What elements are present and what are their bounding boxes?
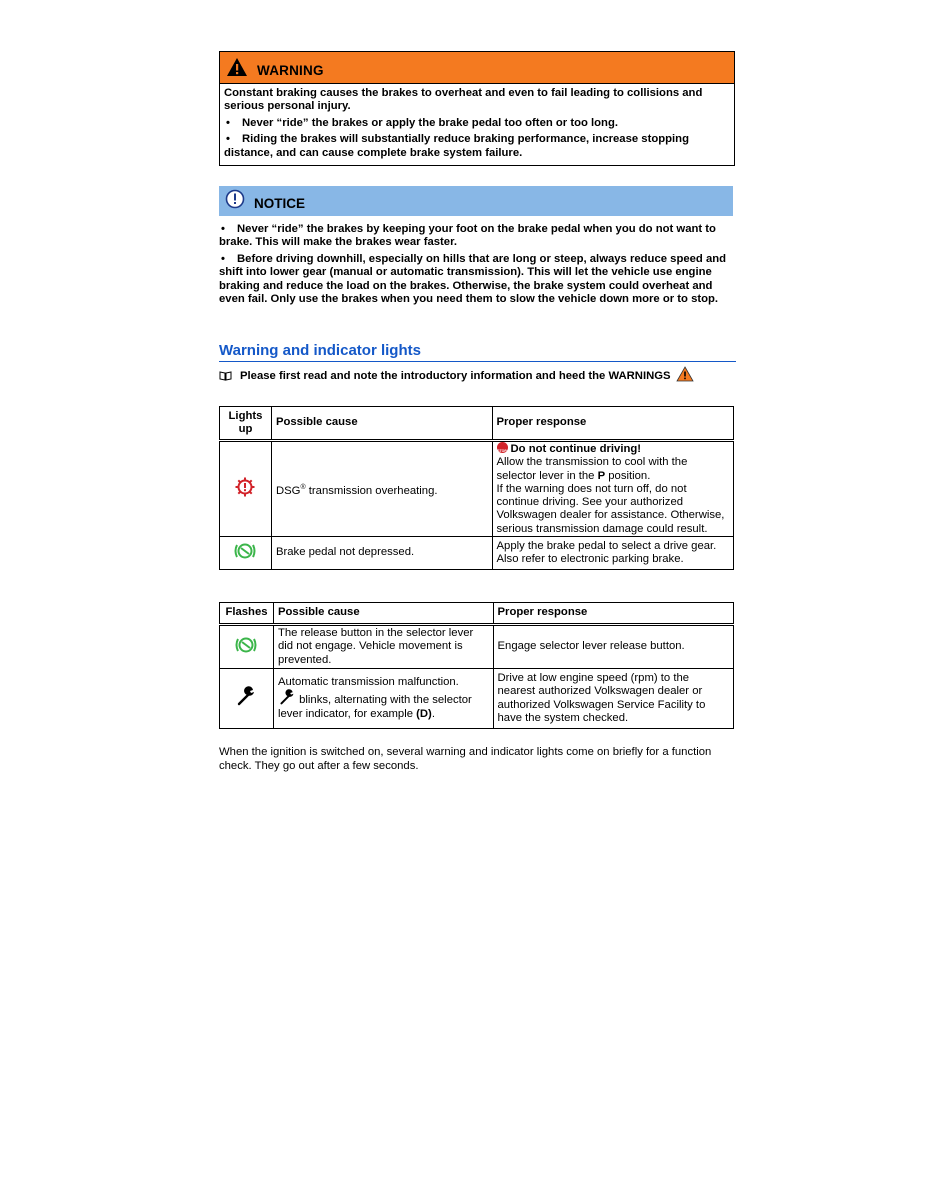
notice-body	[219, 223, 735, 309]
book-icon	[219, 371, 232, 381]
notice-exclamation-icon	[225, 189, 245, 209]
wrench-icon	[236, 686, 256, 706]
cause-cell: The release button in the selector lever did not engage. Vehicle movement is prevented.	[273, 625, 493, 669]
notice-header	[219, 186, 733, 216]
warning-triangle-icon	[676, 366, 694, 382]
notice-bullet: • Before driving downhill, especially on hills that are long or steep, always reduce speed and shift into lower gear (manual or automatic transmission). This will let the vehicle use engine braking and reduce the load on the brakes. Otherwise, the brake system could overheat and even fail. Only use the brakes when you need them to slow the vehicle down more or to stop.	[219, 252, 727, 306]
table-row	[220, 669, 734, 729]
wrench-icon	[278, 689, 296, 705]
warning-intro: Constant braking causes the brakes to overheat and even to fail leading to collisions and serious personal injury.	[224, 87, 703, 113]
column-header: Proper response	[492, 407, 734, 441]
notice-bullet: • Never “ride” the brakes by keeping your foot on the brake pedal when you do not want to brake. This will make the brakes wear faster.	[219, 223, 716, 249]
warning-header	[220, 52, 734, 84]
table-header-row	[220, 603, 734, 625]
column-header: Possible cause	[273, 603, 493, 625]
column-header: Lights up	[220, 407, 272, 441]
column-header: Proper response	[493, 603, 733, 625]
icon-cell	[220, 625, 274, 669]
transmission-overheat-icon	[234, 476, 256, 498]
notice-title: NOTICE	[254, 195, 306, 211]
warning-box	[219, 51, 735, 166]
warning-bullet: • Never “ride” the brakes or apply the brake pedal too often or too long.	[226, 116, 619, 129]
intro-text: Please first read and note the introductory information and heed the WARNINGS	[240, 370, 671, 382]
flashes-table	[219, 602, 734, 729]
response-cell: Apply the brake pedal to select a drive gear. Also refer to electronic parking brake.	[492, 537, 734, 570]
column-header: Flashes	[220, 603, 274, 625]
section-title: Warning and indicator lights	[219, 342, 736, 362]
column-header: Possible cause	[271, 407, 492, 441]
icon-cell	[220, 441, 272, 537]
intro-line	[219, 370, 739, 382]
table-row	[220, 537, 734, 570]
cause-cell: Automatic transmission malfunction. blinks, alternating with the selector lever indicator, for example (D).	[273, 669, 493, 729]
cause-cell: Brake pedal not depressed.	[271, 537, 492, 570]
table-row	[220, 441, 734, 537]
warning-triangle-icon	[226, 57, 248, 77]
brake-pedal-icon	[235, 636, 257, 654]
response-cell: Drive at low engine speed (rpm) to the nearest authorized Volkswagen dealer or authorized Volkswagen Service Facility to have the system checked.	[493, 669, 733, 729]
warning-title: WARNING	[257, 63, 324, 78]
response-cell: Engage selector lever release button.	[493, 625, 733, 669]
lights-up-table	[219, 406, 734, 570]
cause-cell: DSG® transmission overheating.	[271, 441, 492, 537]
footer-text: When the ignition is switched on, several warning and indicator lights come on briefly for a function check. They go out after a few seconds.	[219, 746, 712, 772]
table-header-row	[220, 407, 734, 441]
brake-pedal-icon	[234, 542, 256, 560]
table-row	[220, 625, 734, 669]
icon-cell	[220, 537, 272, 570]
stop-icon	[497, 442, 508, 453]
response-cell: STOPDo not continue driving! Allow the transmission to cool with the selector lever in the P position. If the warning does not turn off, do not continue driving. See your authorized Volkswagen dealer for assistance. Otherwise, serious transmission damage could result.	[492, 441, 734, 537]
icon-cell	[220, 669, 274, 729]
warning-bullet: • Riding the brakes will substantially reduce braking performance, increase stopping distance, and can cause complete brake system failure.	[224, 133, 689, 159]
warning-body	[220, 84, 734, 165]
